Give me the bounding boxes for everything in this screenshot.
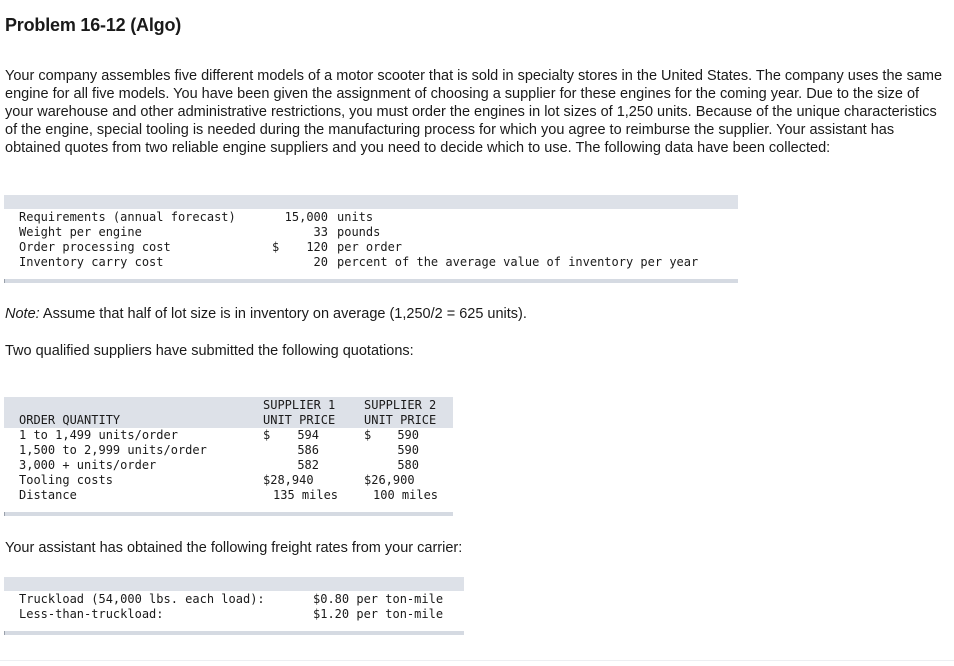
req-unit: per order [337, 240, 403, 254]
req-label: Inventory carry cost [19, 255, 164, 269]
supplier-2-price: 580 [397, 458, 419, 472]
quote-row-label: 1 to 1,499 units/order [19, 428, 178, 442]
supplier-1-tooling: $28,940 [263, 473, 314, 487]
quote-row-label: 3,000 + units/order [19, 458, 157, 472]
req-value: 20 [313, 255, 328, 269]
supplier-1-price: 582 [297, 458, 319, 472]
problem-title: Problem 16-12 (Algo) [5, 15, 182, 35]
quote-row-label: Distance [19, 488, 77, 502]
supplier-1-dollar: $ [263, 428, 271, 442]
freight-rate: $0.80 per ton-mile [313, 592, 444, 606]
quote-row-label: Tooling costs [19, 473, 113, 487]
supplier-2-tooling: $26,900 [364, 473, 415, 487]
intro-paragraph: Your company assembles five different models of a motor scooter that is sold in specialty stores in the United States. The company uses the same engine for all five models. You have been given the assignment of choosing a supplier for these engines for the coming year. Due to the size of your warehouse and other administrative restrictions, you must order the engines in lot sizes of 1,250 units. Because of the unique characteristics of the engine, special tooling is needed during the manufacturing process for which you agree to reimburse the supplier. Your assistant has obtained quotes from two reliable engine suppliers and you need to decide which to use. The following data have been collected: [5, 68, 943, 156]
page-bottom-divider [0, 660, 954, 661]
supplier-2-price: 590 [397, 443, 419, 457]
supplier-1-header: SUPPLIER 1 [263, 398, 336, 412]
table-header-band [4, 577, 464, 591]
req-dollar: $ [272, 240, 280, 254]
supplier-1-price: 586 [297, 443, 319, 457]
table-footer-band [4, 279, 738, 283]
freight-rate: $1.20 per ton-mile [313, 607, 444, 621]
supplier-1-price: 594 [297, 428, 319, 442]
table-footer-band [4, 512, 453, 516]
note-label: Note: [5, 306, 40, 322]
supplier-quotes-table [4, 397, 453, 516]
freight-rates-table [4, 577, 464, 635]
supplier-2-price: 590 [397, 428, 419, 442]
freight-label: Less-than-truckload: [19, 607, 164, 621]
req-value: 120 [306, 240, 328, 254]
table-header-band [4, 195, 738, 209]
freight-label: Truckload (54,000 lbs. each load): [19, 592, 265, 606]
req-value: 15,000 [284, 210, 328, 224]
requirements-table [4, 195, 738, 283]
req-label: Requirements (annual forecast) [19, 210, 236, 224]
req-unit: pounds [337, 225, 381, 239]
supplier-2-dollar: $ [364, 428, 372, 442]
req-unit: percent of the average value of inventory per year [337, 255, 699, 269]
freight-intro: Your assistant has obtained the following freight rates from your carrier: [5, 540, 463, 556]
supplier-2-header: SUPPLIER 2 [364, 398, 437, 412]
req-unit: units [337, 210, 374, 224]
supplier-2-subheader: UNIT PRICE [364, 413, 437, 427]
note-text: Assume that half of lot size is in inventory on average (1,250/2 = 625 units). [39, 306, 527, 322]
req-value: 33 [313, 225, 328, 239]
req-label: Weight per engine [19, 225, 142, 239]
quote-row-label: 1,500 to 2,999 units/order [19, 443, 207, 457]
req-label: Order processing cost [19, 240, 171, 254]
supplier-1-distance: 135 miles [273, 488, 339, 502]
supplier-2-distance: 100 miles [373, 488, 439, 502]
table-footer-band [4, 631, 464, 635]
order-quantity-header: ORDER QUANTITY [19, 413, 121, 427]
supplier-1-subheader: UNIT PRICE [263, 413, 336, 427]
suppliers-intro: Two qualified suppliers have submitted the following quotations: [5, 343, 414, 359]
note-line [5, 306, 527, 322]
